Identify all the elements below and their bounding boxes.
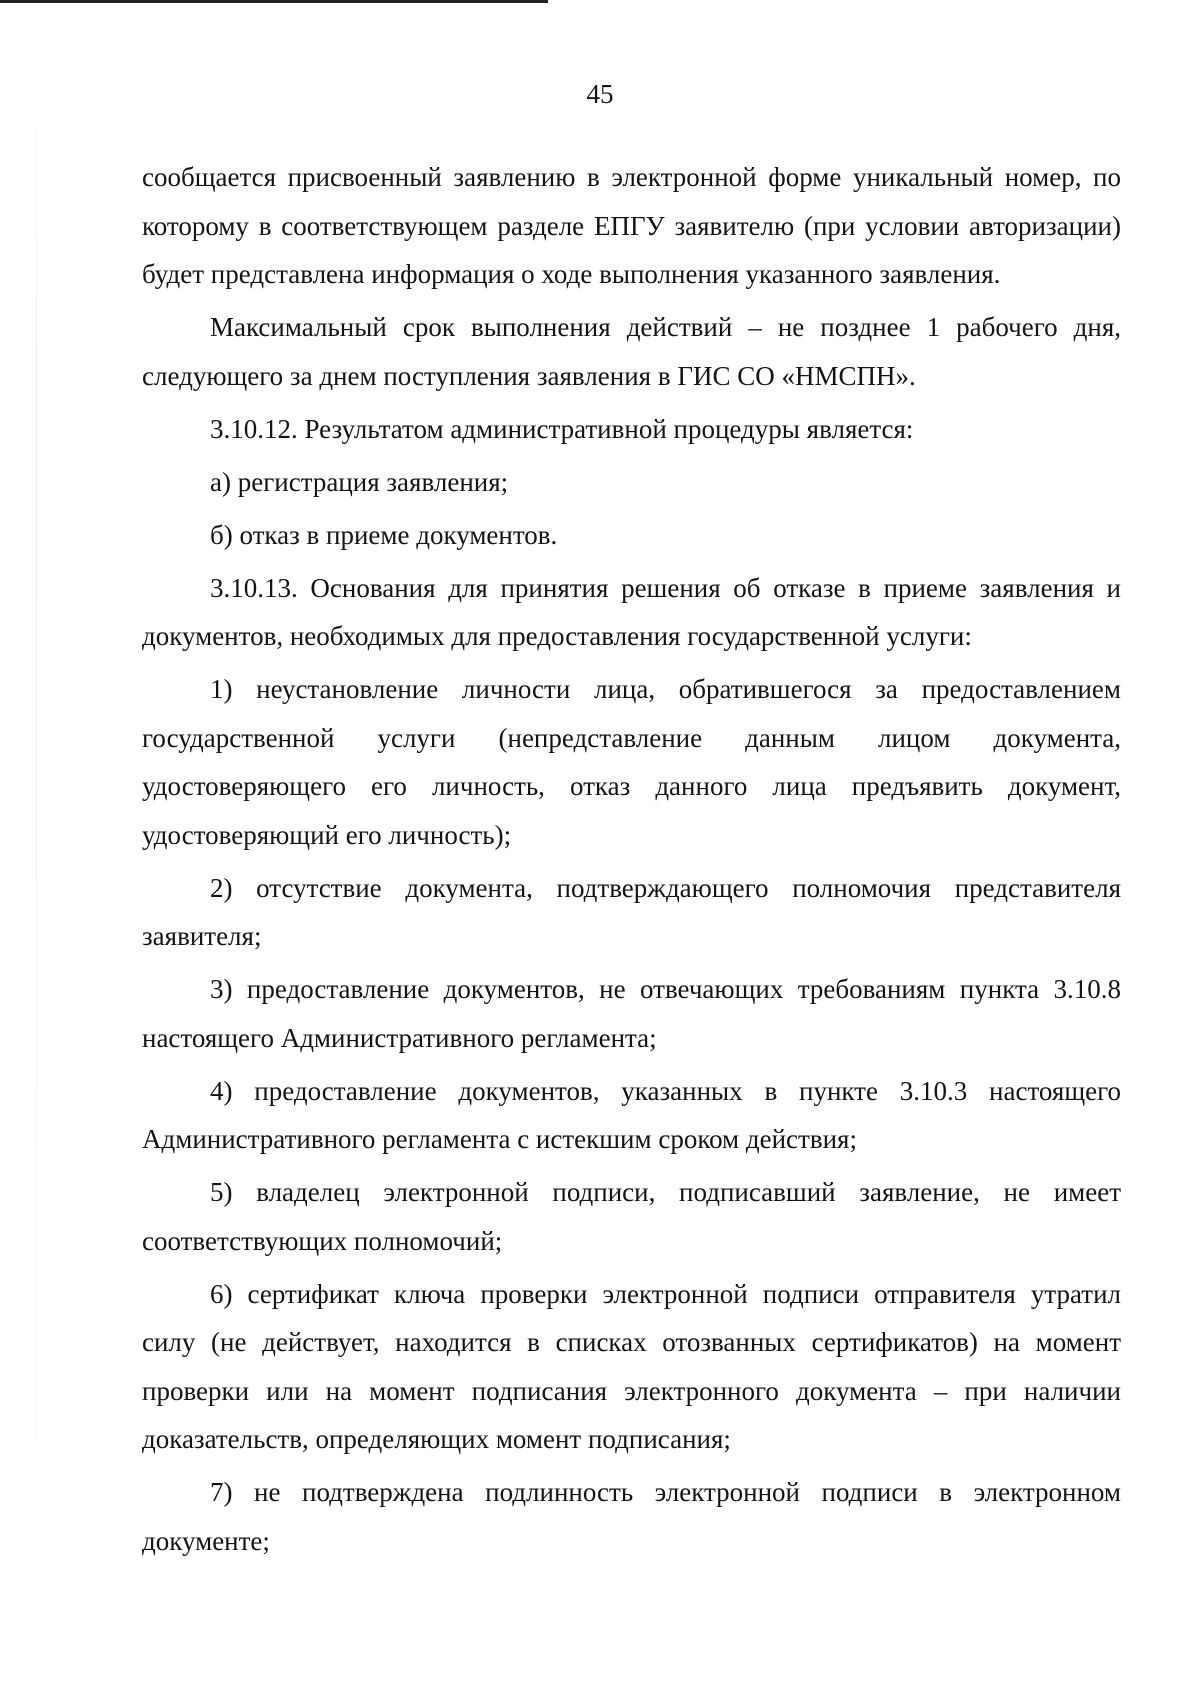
scan-edge-shadow [36,60,37,1660]
paragraph-3-10-13: 3.10.13. Основания для принятия решения об отказе в приеме заявления и документов, необходимых для предоставления государственной услуги: [142,572,1121,651]
paragraph-max-term: Максимальный срок выполнения действий – не позднее 1 рабочего дня, следующего за днем поступления заявления в ГИС СО «НМСПН». [142,312,1121,391]
page-number: 45 [586,79,614,109]
list-item-a: а) регистрация заявления; [210,466,509,497]
list-item-4: 4) предоставление документов, указанных в пункте 3.10.3 настоящего Административного регламента с истекшим сроком действия; [142,1075,1121,1154]
list-item-5: 5) владелец электронной подписи, подписавший заявление, не имеет соответствующих полномочий; [142,1177,1121,1256]
scan-top-border [0,0,548,3]
paragraph-continuation: сообщается присвоенный заявлению в электронной форме уникальный номер, по которому в соответствующем разделе ЕПГУ заявителю (при условии авторизации) будет представлена информация о ходе выполнения указанного заявления. [142,162,1121,289]
list-item-3: 3) предоставление документов, не отвечающих требованиям пункта 3.10.8 настоящего Административного регламента; [142,974,1121,1053]
list-item-6: 6) сертификат ключа проверки электронной подписи отправителя утратил силу (не действует, находится в списках отозванных сертификатов) на момент проверки или на момент подписания электронного документа – при наличии доказательств, определяющих момент подписания; [142,1278,1121,1454]
list-item-7: 7) не подтверждена подлинность электронной подписи в электронном документе; [142,1477,1121,1556]
paragraph-3-10-12: 3.10.12. Результатом административной процедуры является: [210,413,914,444]
list-item-b: б) отказ в приеме документов. [210,519,558,550]
document-body [142,153,1121,1570]
list-item-2: 2) отсутствие документа, подтверждающего полномочия представителя заявителя; [142,872,1121,951]
list-item-1: 1) неустановление личности лица, обратившегося за предоставлением государственной услуги (непредставление данным лицом документа, удостоверяющего его личность, отказ данного лица предъявить документ, удостоверяющий его личность); [142,674,1121,850]
